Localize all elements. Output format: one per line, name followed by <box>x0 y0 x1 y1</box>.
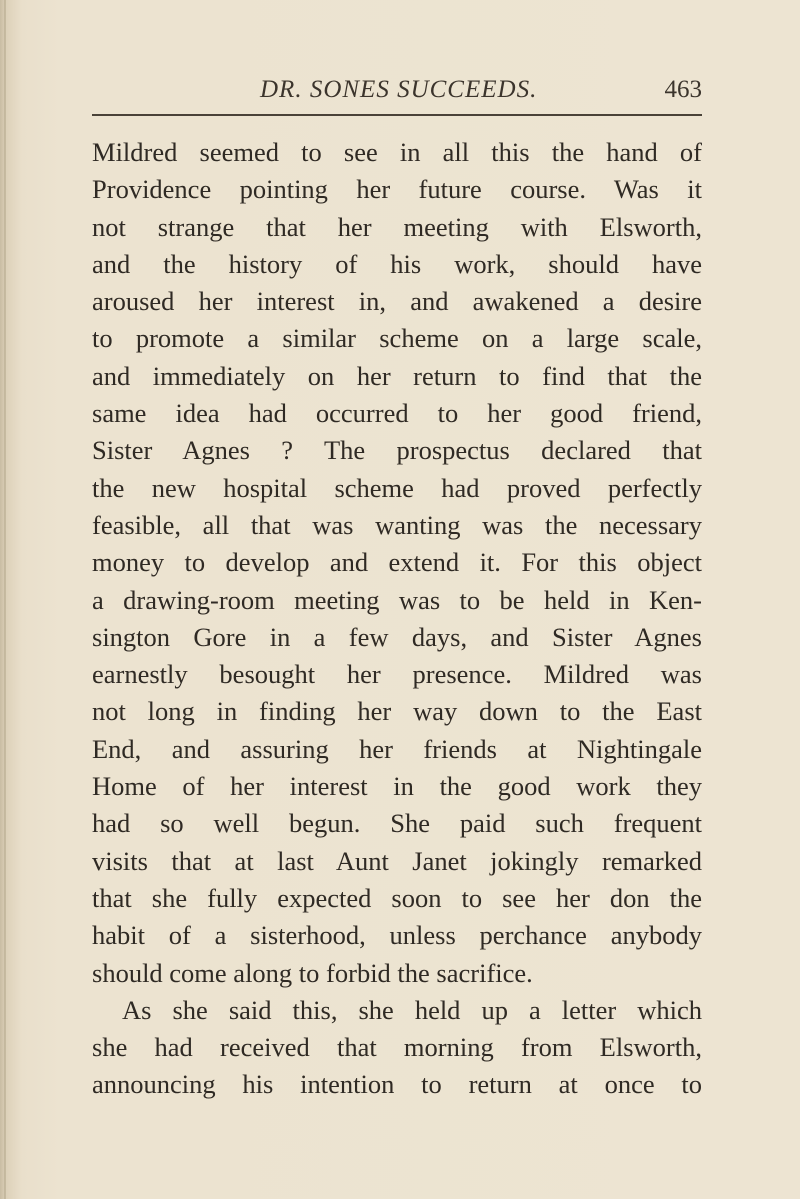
text-line: had so well begun. She paid such frequent <box>92 808 702 839</box>
text-line: the new hospital scheme had proved perfectly <box>92 472 702 503</box>
page-gutter-edge <box>4 0 6 1199</box>
text-line: a drawing-room meeting was to be held in Ken- <box>92 584 702 615</box>
text-line: End, and assuring her friends at Nightingale <box>92 733 702 764</box>
text-line: habit of a sisterhood, unless perchance anybody <box>92 920 702 951</box>
header-rule <box>92 114 702 116</box>
text-line: As she said this, she held up a letter which <box>122 994 702 1025</box>
running-title: DR. SONES SUCCEEDS. <box>260 76 538 103</box>
text-line: Mildred seemed to see in all this the hand of <box>92 137 702 167</box>
running-header <box>92 76 702 112</box>
text-line: announcing his intention to return at once to <box>92 1069 702 1100</box>
text-line: aroused her interest in, and awakened a desire <box>92 286 702 317</box>
text-line: not long in finding her way down to the East <box>92 696 702 727</box>
text-line: visits that at last Aunt Janet jokingly remarked <box>92 845 702 876</box>
text-line: to promote a similar scheme on a large scale, <box>92 323 702 354</box>
text-line: should come along to forbid the sacrifice. <box>92 957 533 988</box>
body-text <box>92 134 702 1104</box>
text-line: same idea had occurred to her good friend, <box>92 398 702 429</box>
text-line: not strange that her meeting with Elsworth, <box>92 211 702 242</box>
text-line: that she fully expected soon to see her don the <box>92 882 702 913</box>
text-line: Sister Agnes ? The prospectus declared that <box>92 435 702 466</box>
text-line: and immediately on her return to find that the <box>92 360 702 391</box>
text-line: Home of her interest in the good work they <box>92 771 702 802</box>
text-line: and the history of his work, should have <box>92 248 702 279</box>
text-line: money to develop and extend it. For this object <box>92 547 702 578</box>
text-line: Providence pointing her future course. Was it <box>92 174 702 205</box>
text-line: feasible, all that was wanting was the necessary <box>92 509 702 540</box>
text-line: she had received that morning from Elsworth, <box>92 1032 702 1063</box>
text-line: sington Gore in a few days, and Sister Agnes <box>92 621 702 652</box>
page-number: 463 <box>664 76 702 103</box>
text-line: earnestly besought her presence. Mildred was <box>92 659 702 690</box>
